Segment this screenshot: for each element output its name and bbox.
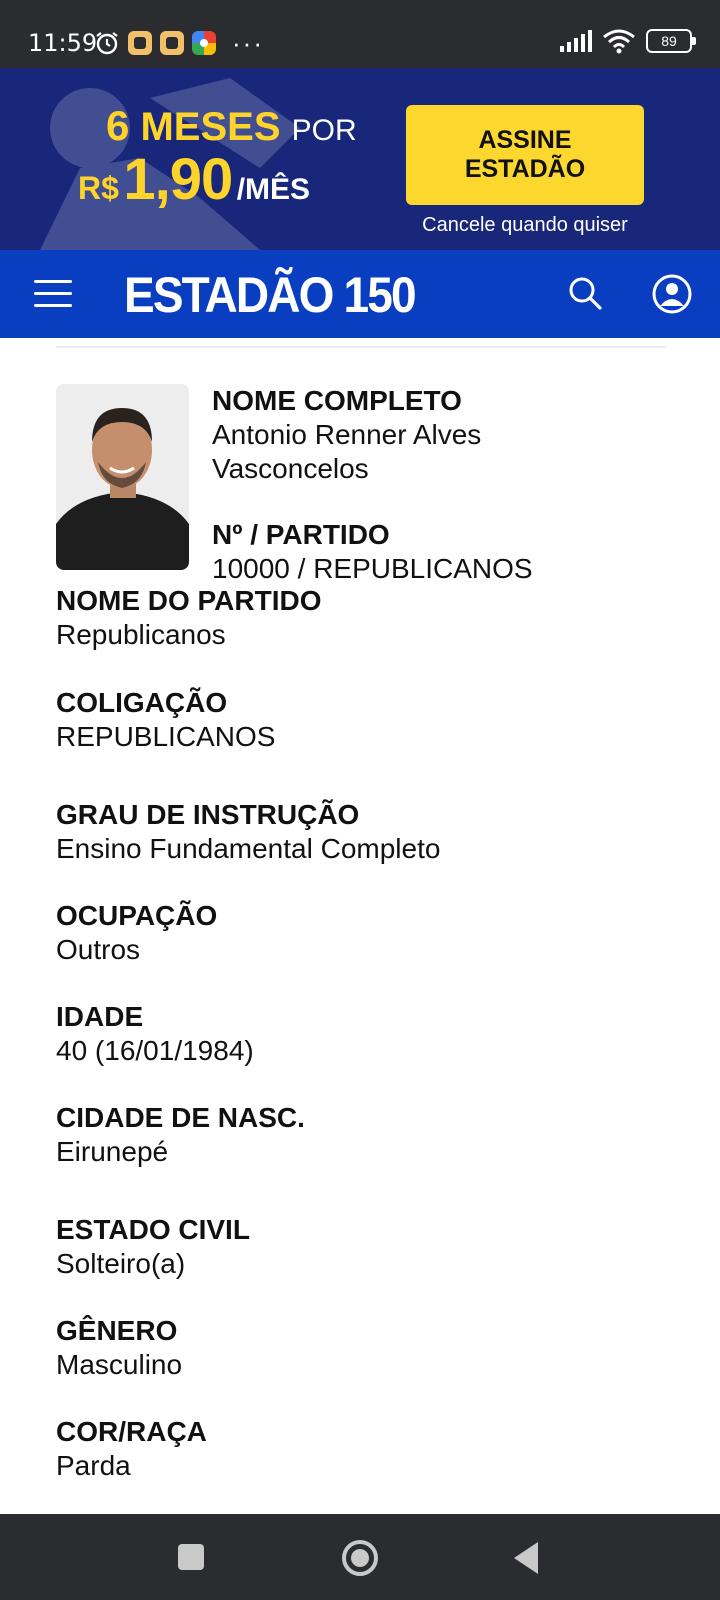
- field-occupation: [56, 899, 217, 967]
- field-value: Ensino Fundamental Completo: [56, 833, 441, 864]
- subscription-promo-banner[interactable]: [0, 68, 720, 250]
- promo-months: MESES: [140, 105, 281, 149]
- signal-icon: [560, 30, 592, 52]
- site-logo[interactable]: ESTADÃO 150: [124, 267, 415, 323]
- field-gender: [56, 1314, 182, 1382]
- field-label: OCUPAÇÃO: [56, 900, 218, 931]
- field-value: Republicanos: [56, 619, 226, 650]
- battery-icon: [646, 29, 692, 53]
- promo-currency: R$: [78, 170, 119, 206]
- back-icon[interactable]: [514, 1542, 538, 1574]
- site-header: [0, 250, 720, 338]
- subscribe-button-label: ASSINE ESTADÃO: [464, 126, 586, 183]
- field-value: Parda: [56, 1450, 131, 1481]
- subscribe-button[interactable]: [406, 105, 644, 205]
- field-value: Antonio Renner Alves Vasconcelos: [212, 419, 482, 484]
- field-number-party: [212, 518, 533, 586]
- field-age: [56, 1000, 254, 1068]
- field-label: GRAU DE INSTRUÇÃO: [56, 799, 360, 830]
- wifi-icon: [602, 28, 636, 54]
- field-value: Outros: [56, 934, 141, 965]
- system-navigation-bar: [0, 1514, 720, 1600]
- status-bar: [0, 0, 720, 68]
- field-value: Eirunepé: [56, 1136, 169, 1167]
- user-icon[interactable]: [652, 274, 692, 314]
- field-full-name: [212, 384, 632, 486]
- search-icon[interactable]: [568, 276, 602, 310]
- status-icons-left: [94, 30, 264, 56]
- field-party-name: [56, 584, 321, 652]
- home-icon[interactable]: [342, 1540, 378, 1576]
- field-label: ESTADO CIVIL: [56, 1214, 250, 1245]
- field-value: REPUBLICANOS: [56, 721, 276, 752]
- field-label: Nº / PARTIDO: [212, 519, 390, 550]
- field-coalition: [56, 686, 275, 754]
- battery-level: 89: [661, 33, 677, 49]
- candidate-portrait: [56, 384, 189, 570]
- field-value: 10000 / REPUBLICANOS: [212, 553, 533, 584]
- promo-por: POR: [291, 114, 357, 147]
- field-label: COR/RAÇA: [56, 1416, 207, 1447]
- field-race: [56, 1415, 207, 1483]
- notification-app-icon: [160, 31, 184, 55]
- candidate-photo: [56, 384, 189, 570]
- promo-number: 6: [106, 102, 130, 149]
- promo-price-line: [78, 146, 310, 213]
- field-education: [56, 798, 440, 866]
- field-label: NOME DO PARTIDO: [56, 585, 322, 616]
- notification-app-icon: [128, 31, 152, 55]
- color-app-icon: [192, 31, 216, 55]
- field-label: IDADE: [56, 1001, 144, 1032]
- alarm-icon: [94, 30, 120, 56]
- overflow-indicator: ···: [232, 28, 264, 58]
- field-value: Masculino: [56, 1349, 183, 1380]
- field-label: CIDADE DE NASC.: [56, 1102, 305, 1133]
- recents-icon[interactable]: [178, 1544, 204, 1570]
- cancel-anytime-note: Cancele quando quiser: [422, 214, 628, 236]
- status-time: 11:59: [28, 29, 98, 57]
- field-label: NOME COMPLETO: [212, 385, 462, 416]
- promo-per-month: /MÊS: [236, 173, 311, 206]
- status-icons-right: [560, 28, 692, 54]
- content-divider: [56, 346, 666, 348]
- field-label: GÊNERO: [56, 1315, 178, 1346]
- menu-icon[interactable]: [34, 280, 72, 308]
- field-value: 40 (16/01/1984): [56, 1035, 254, 1066]
- promo-offer-line: [106, 102, 357, 150]
- field-birth-city: [56, 1101, 305, 1169]
- promo-price: 1,90: [123, 147, 233, 212]
- field-marital-status: [56, 1213, 250, 1281]
- field-value: Solteiro(a): [56, 1248, 186, 1279]
- field-label: COLIGAÇÃO: [56, 687, 228, 718]
